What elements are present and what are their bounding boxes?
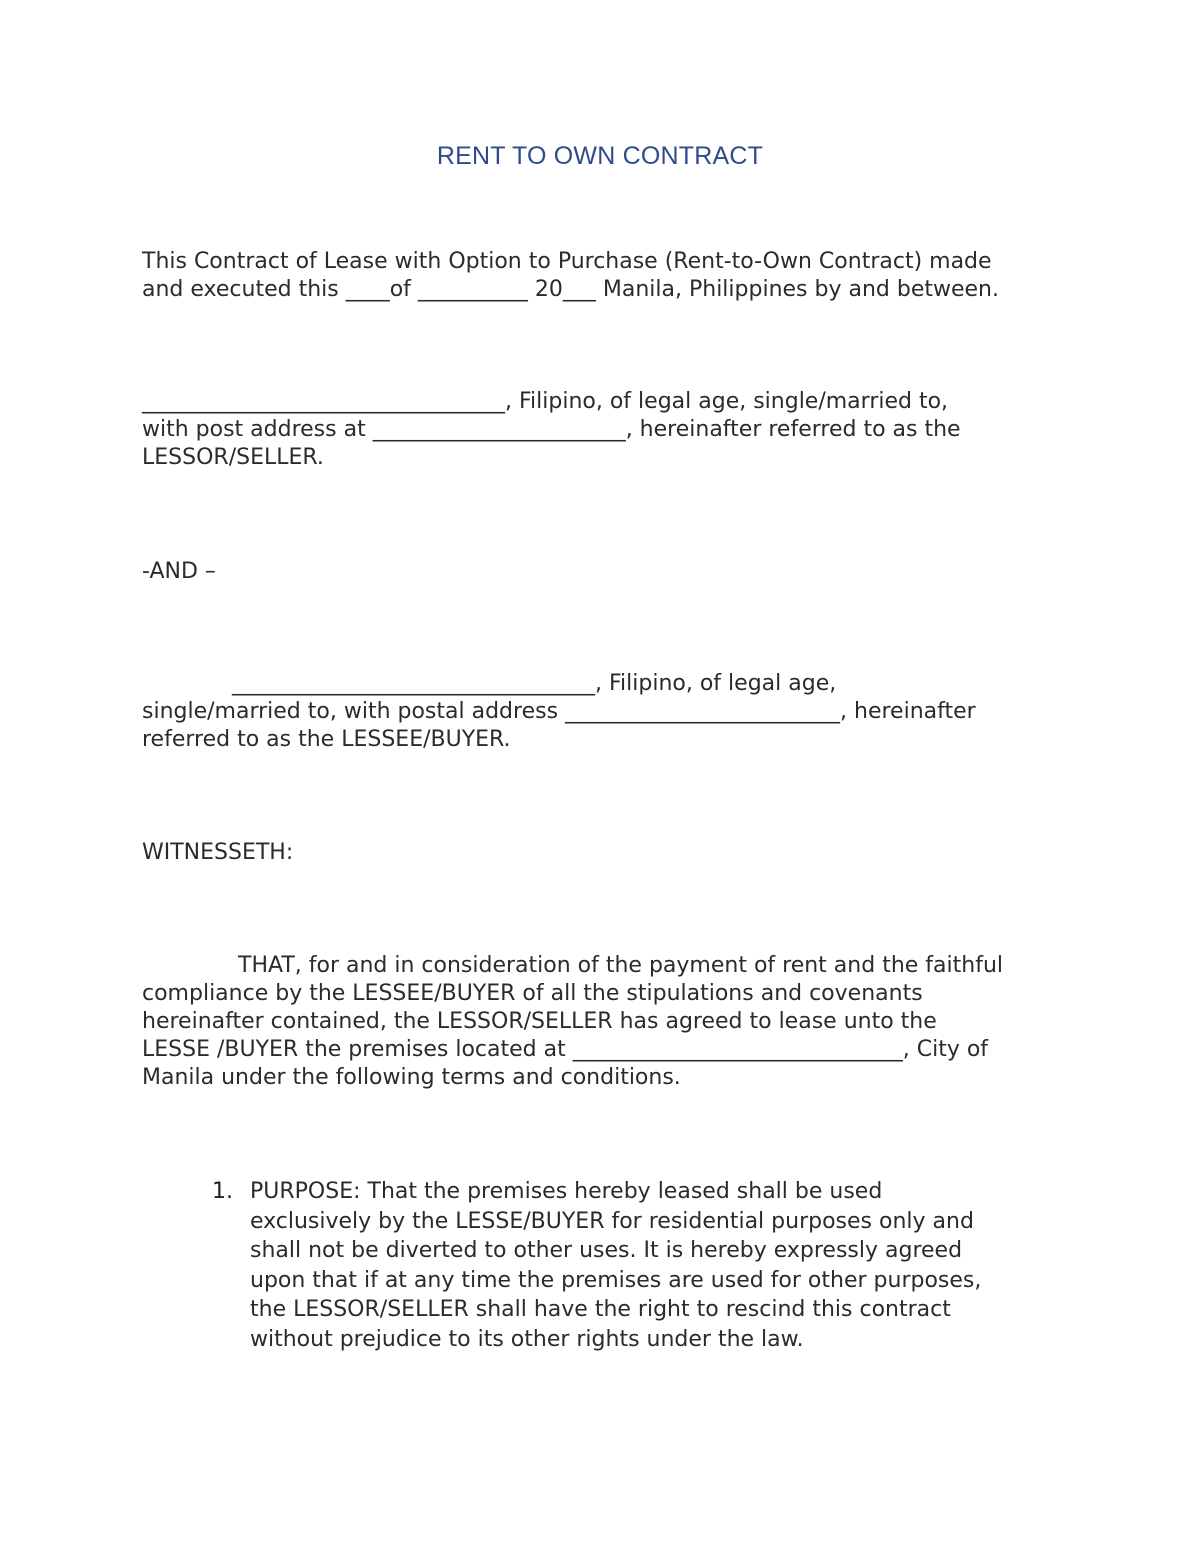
consideration-paragraph — [142, 952, 1072, 1092]
lessor-line: _________________________________, Filipino, of legal age, single/married to, — [142, 389, 949, 414]
list-item-line: without prejudice to its other rights under the law. — [250, 1326, 804, 1352]
list-item-line: PURPOSE: That the premises hereby leased shall be used — [250, 1179, 883, 1204]
lessee-line: referred to as the LESSEE/BUYER. — [142, 727, 511, 752]
intro-line: This Contract of Lease with Option to Purchase (Rent-to-Own Contract) made — [142, 249, 992, 274]
lessee-line: _________________________________, Filipino, of legal age, — [232, 671, 837, 696]
consideration-line: LESSE /BUYER the premises located at ______________________________, City of — [142, 1037, 989, 1062]
lessor-line: LESSOR/SELLER. — [142, 445, 324, 470]
consideration-line: compliance by the LESSEE/BUYER of all the stipulations and covenants — [142, 981, 923, 1006]
intro-paragraph — [142, 248, 1072, 304]
list-item-line: upon that if at any time the premises are used for other purposes, — [250, 1267, 982, 1293]
consideration-line: hereinafter contained, the LESSOR/SELLER has agreed to lease unto the — [142, 1009, 937, 1034]
intro-line: and executed this ____of __________ 20___ Manila, Philippines by and between. — [142, 277, 999, 302]
document-title: RENT TO OWN CONTRACT — [436, 142, 764, 170]
lessor-line: with post address at _______________________, hereinafter referred to as the — [142, 417, 961, 442]
consideration-line: Manila under the following terms and conditions. — [142, 1065, 681, 1090]
list-item-line: exclusively by the LESSE/BUYER for residential purposes only and — [250, 1208, 974, 1234]
consideration-line: THAT, for and in consideration of the payment of rent and the faithful — [238, 953, 1003, 978]
lessee-paragraph — [142, 670, 1072, 754]
list-item — [212, 1177, 1072, 1354]
terms-list — [212, 1177, 1072, 1354]
lessor-paragraph — [142, 388, 1072, 472]
list-item-line: shall not be diverted to other uses. It is hereby expressly agreed — [250, 1238, 963, 1263]
witnesseth-heading: WITNESSETH: — [142, 840, 294, 865]
and-separator: -AND – — [142, 559, 216, 584]
lessee-line: single/married to, with postal address _________________________, hereinafter — [142, 699, 976, 724]
list-item-number: 1. — [212, 1179, 233, 1204]
list-item-line: the LESSOR/SELLER shall have the right to rescind this contract — [250, 1297, 951, 1322]
